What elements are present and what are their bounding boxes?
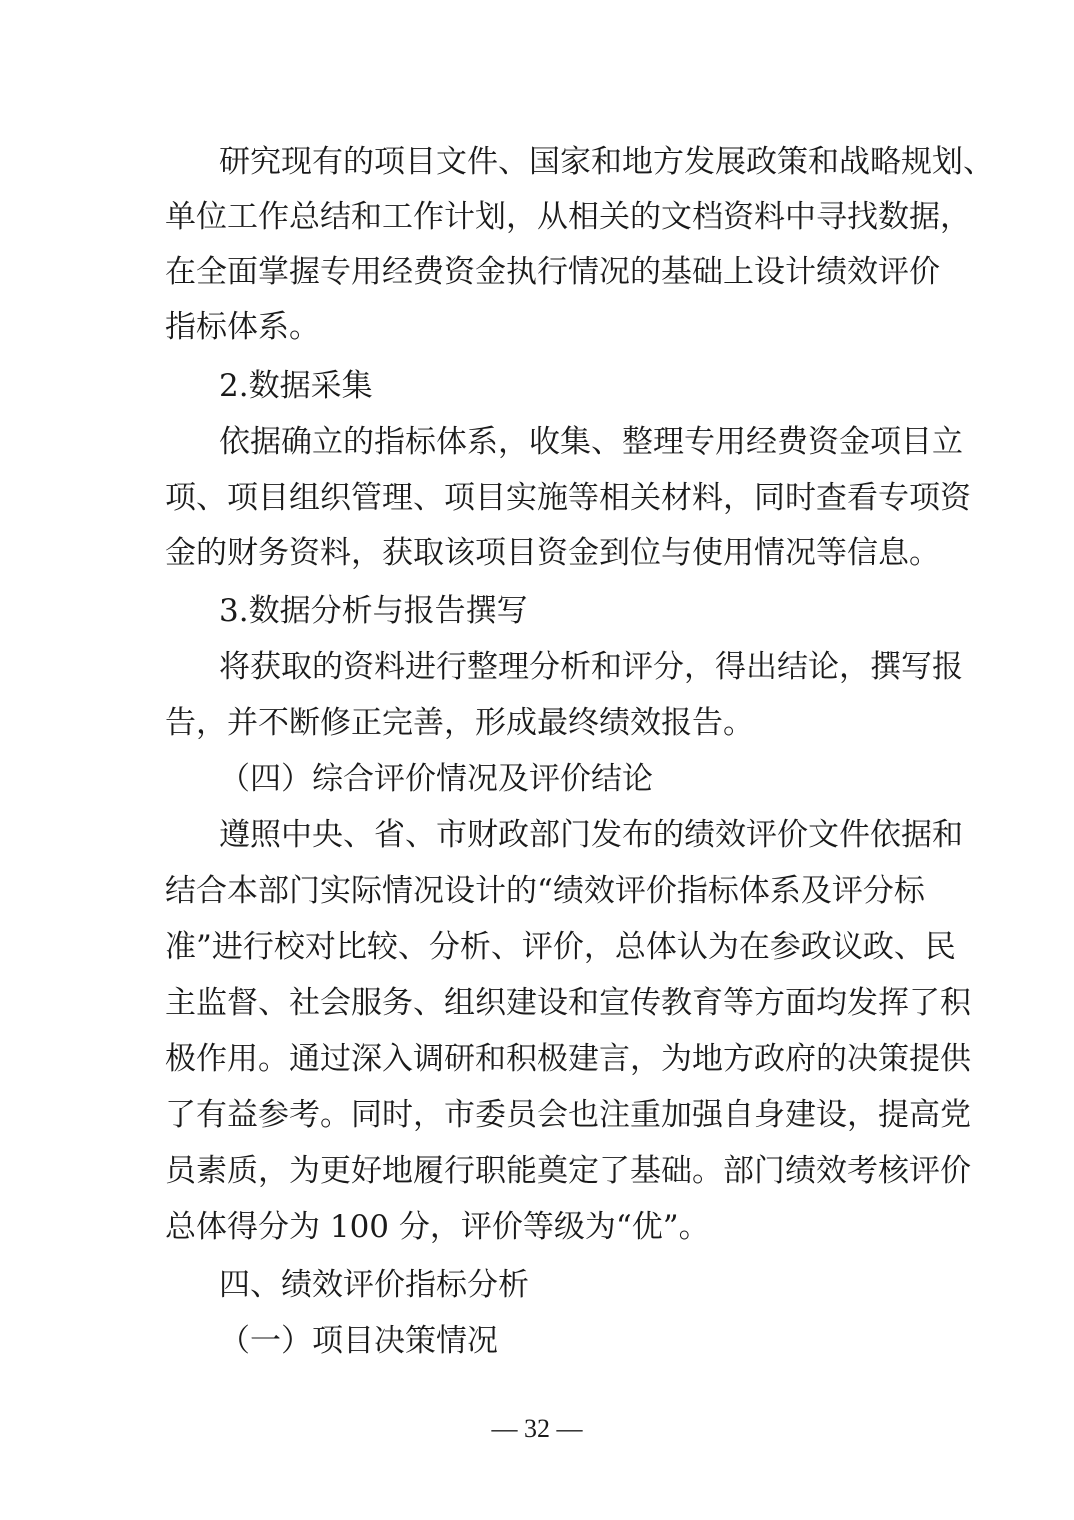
paragraph-line: 在全面掌握专用经费资金执行情况的基础上设计绩效评价 — [165, 254, 940, 290]
paragraph-line: 告，并不断修正完善，形成最终绩效报告。 — [165, 705, 754, 741]
paragraph-line: 单位工作总结和工作计划，从相关的文档资料中寻找数据， — [165, 199, 971, 235]
paragraph-line: 主监督、社会服务、组织建设和宣传教育等方面均发挥了积 — [165, 985, 971, 1021]
section-heading-overall-evaluation: （四）综合评价情况及评价结论 — [219, 761, 653, 797]
paragraph-line: 指标体系。 — [165, 309, 320, 345]
paragraph-line: 极作用。通过深入调研和积极建言，为地方政府的决策提供 — [165, 1041, 971, 1077]
paragraph-line: 了有益参考。同时，市委员会也注重加强自身建设，提高党 — [165, 1097, 971, 1133]
paragraph-line: 准”进行校对比较、分析、评价，总体认为在参政议政、民 — [165, 929, 956, 965]
paragraph-line: 研究现有的项目文件、国家和地方发展政策和战略规划、 — [219, 144, 994, 180]
paragraph-line: 依据确立的指标体系，收集、整理专用经费资金项目立 — [219, 424, 963, 460]
paragraph-line: 总体得分为 100 分，评价等级为“优”。 — [165, 1209, 710, 1245]
page-number: — 32 — — [491, 1414, 583, 1443]
subheading-analysis-report: 3.数据分析与报告撰写 — [219, 593, 528, 629]
paragraph-line: 金的财务资料，获取该项目资金到位与使用情况等信息。 — [165, 535, 940, 571]
subheading-project-decision: （一）项目决策情况 — [219, 1323, 498, 1359]
paragraph-line: 将获取的资料进行整理分析和评分，得出结论，撰写报 — [219, 649, 963, 685]
paragraph-line: 遵照中央、省、市财政部门发布的绩效评价文件依据和 — [219, 817, 963, 853]
paragraph-line: 项、项目组织管理、项目实施等相关材料，同时查看专项资 — [165, 480, 971, 516]
paragraph-line: 结合本部门实际情况设计的“绩效评价指标体系及评分标 — [165, 873, 925, 909]
subheading-data-collection: 2.数据采集 — [219, 368, 373, 404]
paragraph-line: 员素质，为更好地履行职能奠定了基础。部门绩效考核评价 — [165, 1153, 971, 1189]
section-heading-indicator-analysis: 四、绩效评价指标分析 — [219, 1267, 529, 1303]
